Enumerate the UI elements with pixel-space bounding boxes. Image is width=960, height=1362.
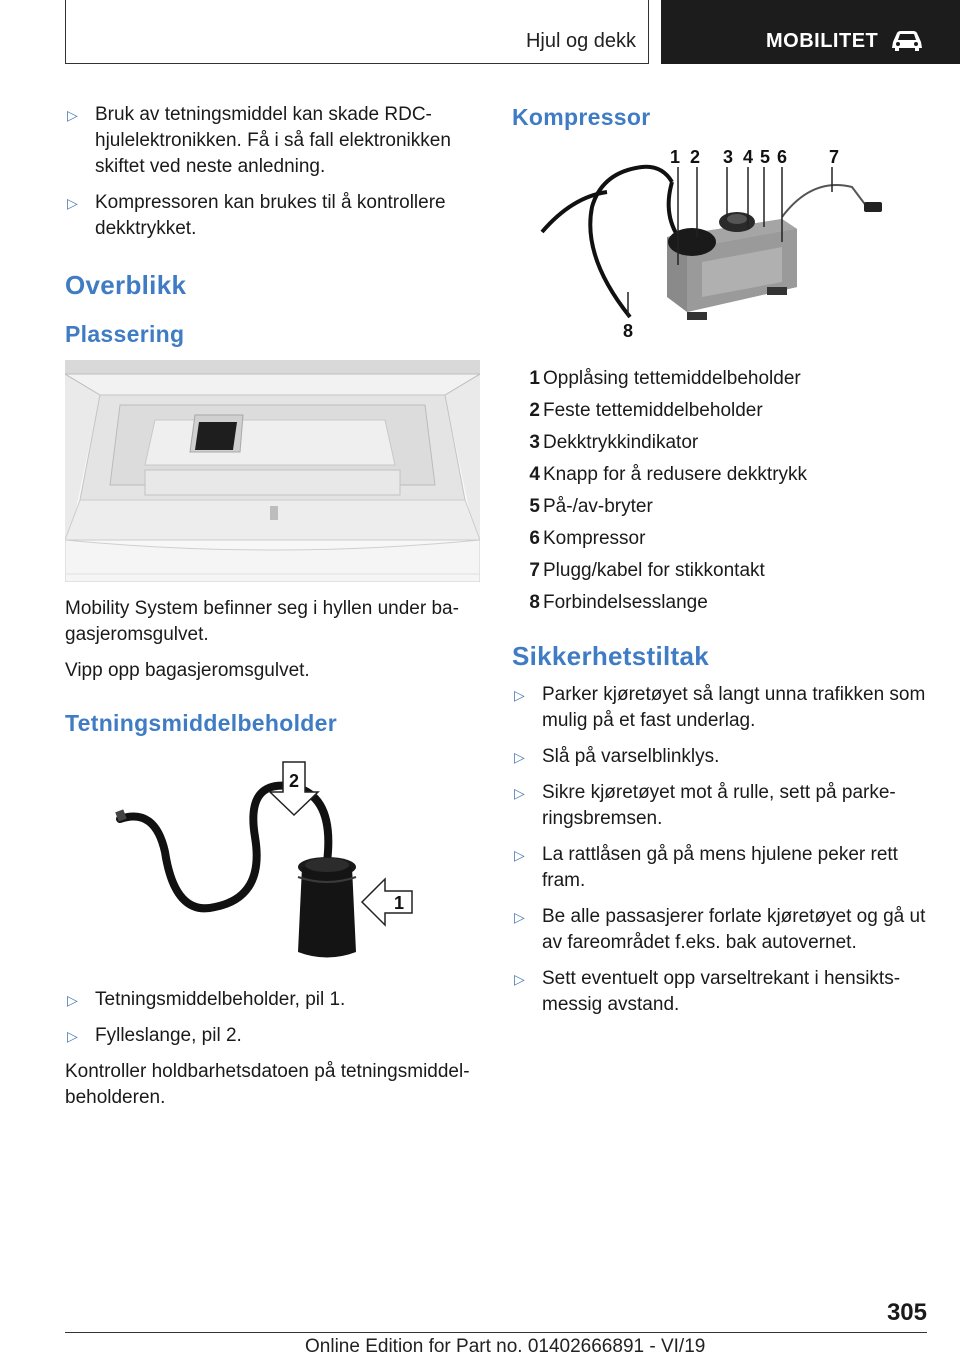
list-item: 7 Plugg/kabel for stikkontakt [529,560,765,581]
safety-bullet: ▷ Sikre kjøretøyet mot å rulle, sett på parkeringsbremsen. [514,782,896,829]
bullet-triangle-icon: ▷ [514,749,525,765]
list-item: 4 Knapp for å redusere dekktrykk [529,464,808,485]
header-section-box [65,0,649,64]
svg-text:2: 2 [288,771,300,791]
parts-list [512,363,927,619]
bullet-triangle-icon: ▷ [67,195,78,211]
safety-bullet: ▷ Parker kjøretøyet så langt unna trafikken som mulig på et fast underlag. [514,684,926,731]
page-number: 305 [886,1299,927,1326]
header-chapter-tab [661,0,960,64]
fig-label: 7 [828,147,840,167]
placement-text: Vipp opp bagasjeromsgulvet. [65,660,310,681]
list-item: 5 På-/av-bryter [529,496,653,517]
placement-text: Mobility System befinner seg i hyllen under bagasjeromsgulvet. [65,598,459,645]
right-column [512,96,927,1028]
bullet-triangle-icon: ▷ [514,785,525,801]
fig-label: 1 [669,147,681,167]
sealant-bullet: ▷ Fylleslange, pil 2. [65,1023,478,1049]
car-icon [889,28,925,54]
fig-label: 8 [622,321,634,341]
safety-heading: Sikkerhetstiltak [512,641,710,671]
sealant-text: Kontroller holdbarhetsdatoen på tetningsmiddelbeholderen. [65,1061,470,1108]
bullet-triangle-icon: ▷ [514,909,525,925]
bullet-triangle-icon: ▷ [67,992,78,1008]
section-title: Hjul og dekk [525,30,636,52]
safety-bullet: ▷ Sett eventuelt opp varseltrekant i hensiktsmessig avstand. [514,968,901,1015]
compressor-illustration [512,147,927,347]
compressor-heading: Kompressor [512,104,651,130]
arrow-1 [362,879,412,925]
chapter-title: MOBILITET [766,30,879,52]
safety-bullet: ▷ Be alle passasjerer forlate kjøretøyet og gå ut av fareområdet f.eks. bak autovernet. [514,906,926,953]
bullet-triangle-icon: ▷ [514,847,525,863]
bullet-triangle-icon: ▷ [67,1028,78,1044]
list-item: 8 Forbindelsesslange [529,592,708,613]
list-item: 6 Kompressor [529,528,646,549]
fig-label: 2 [689,147,701,167]
fig-label: 3 [722,147,734,167]
bullet-triangle-icon: ▷ [514,971,525,987]
placement-heading: Plassering [65,321,185,347]
intro-bullet: ▷ Bruk av tetningsmiddel kan skade RDC-hjulelektronikken. Få i så fall elektronikken skiftet ved neste anledning. [67,104,451,177]
fig-label: 5 [759,147,771,167]
overview-heading: Overblikk [65,270,187,300]
sealant-heading: Tetningsmiddelbeholder [65,710,337,736]
safety-bullet: ▷ La rattlåsen gå på mens hjulene peker rett fram. [514,844,898,891]
svg-text:1: 1 [393,893,405,913]
list-item: 1 Opplåsing tettemiddelbeholder [529,368,801,389]
bullet-triangle-icon: ▷ [514,687,525,703]
sealant-bullet: ▷ Tetningsmiddelbeholder, pil 1. [65,987,478,1013]
fig-label: 4 [742,147,754,167]
trunk-illustration [65,360,480,582]
list-item: 3 Dekktrykkindikator [529,432,699,453]
left-column [65,96,478,1121]
intro-bullet: ▷ Kompressoren kan brukes til å kontrollere dekktrykket. [67,192,446,239]
footer-edition: Online Edition for Part no. 01402666891 - VI/19 [305,1336,706,1357]
fig-label: 6 [776,147,788,167]
bullet-triangle-icon: ▷ [67,107,78,123]
sealant-container-illustration [65,757,478,977]
safety-bullet: ▷ Slå på varselblinklys. [512,744,927,770]
footer-divider [65,1332,927,1333]
list-item: 2 Feste tettemiddelbeholder [529,400,763,421]
